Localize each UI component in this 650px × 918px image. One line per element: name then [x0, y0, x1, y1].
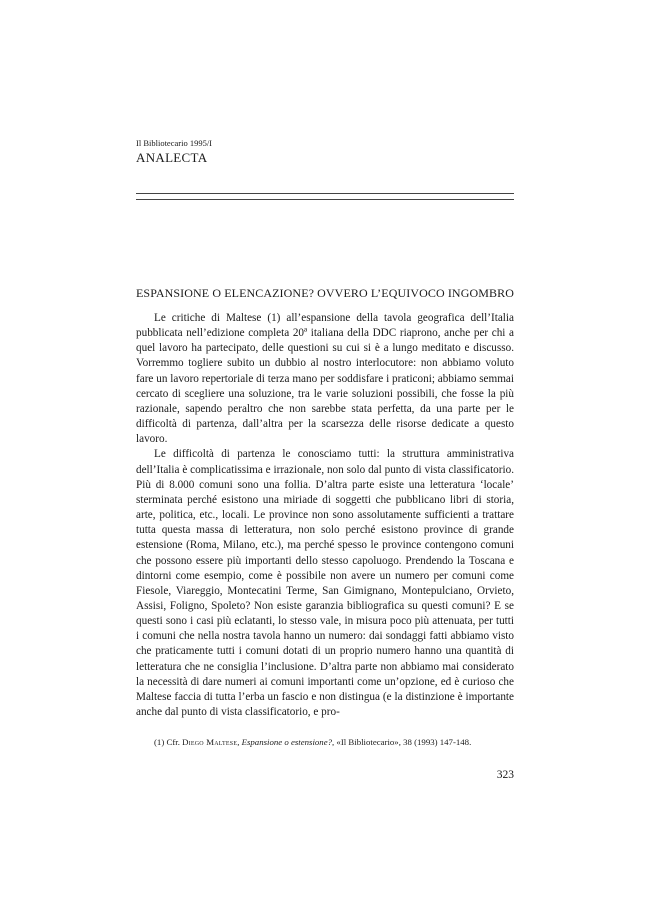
article-title: ESPANSIONE O ELENCAZIONE? OVVERO L’EQUIVOCO INGOMBRO [136, 286, 514, 300]
footnote [136, 737, 514, 748]
page-number: 323 [496, 769, 514, 781]
paragraph: Le difficoltà di partenza le conosciamo tutti: la struttura amministrativa dell’Italia è complicatissima e irrazionale, non solo dal punto di vista classificatorio. Più di 8.000 comuni sono una follia. D’altra parte esiste una letteratura ‘locale’ sterminata perché esistono una miriade di soggetti che pubblicano libri di storia, arte, politica, etc., locali. Le province non sono assolutamente sufficienti a trattare tutta questa massa di letteratura, non solo perché esistono province di grande estensione (Roma, Milano, etc.), ma perché spesso le province contengono comuni che possono essere più importanti dello stesso capoluogo. Prendendo la Toscana e dintorni come esempio, come è possibile non avere un numero per comuni come Fiesole, Viareggio, Montecatini Terme, San Gimignano, Montepulciano, Orvieto, Assisi, Foligno, Spoleto? Non esiste garanzia bibliografica su questi comuni? E se questi sono i casi più eclatanti, lo stesso vale, in misura poco più attenuata, per tutti i comuni che nella nostra tavola hanno un numero: dai sondaggi fatti abbiamo visto che praticamente tutti i comuni dotati di un proprio numero hanno una quantità di letteratura che ne consiglia l’inclusione. D’altra parte non abbiamo mai considerato la necessità di dare numeri ai comuni importanti come un’opzione, ed è curioso che Maltese faccia di tutta l’erba un fascio e non distingua (e la distinzione è importante anche dal punto di vista classificatorio, e pro- [136, 448, 514, 719]
section-heading: ANALECTA [136, 150, 208, 165]
header-rule-bottom [136, 199, 514, 200]
footnote-prefix: (1) Cfr. [154, 737, 180, 747]
article-body [136, 311, 514, 720]
running-header-journal: Il Bibliotecario 1995/I [136, 138, 213, 148]
footnote-author: Diego Maltese [182, 737, 238, 747]
footnote-citation: , «Il Bibliotecario», 38 (1993) 147-148. [332, 737, 472, 747]
paragraph: Le critiche di Maltese (1) all’espansione della tavola geografica dell’Italia pubblicata nell’edizione completa 20ª italiana della DDC riaprono, anche per chi a quel lavoro ha partecipato, delle questioni su cui si è a lungo meditato e discusso. Vorremmo togliere subito un dubbio al nostro interlocutore: non abbiamo voluto fare un lavoro repertoriale di terza mano per soddisfare i praticoni; abbiamo semmai cercato di scegliere una soluzione, tra le varie soluzioni possibili, che fosse la più razionale, sapendo peraltro che non sarebbe stata perfetta, da una parte per le difficoltà di partenza, dall’altra per la scarsezza delle risorse dedicate a questo lavoro. [136, 312, 514, 446]
footnote-work-title: Espansione o estensione? [241, 737, 333, 747]
footnote-separator: , [237, 737, 240, 747]
header-rule-top [136, 193, 514, 194]
